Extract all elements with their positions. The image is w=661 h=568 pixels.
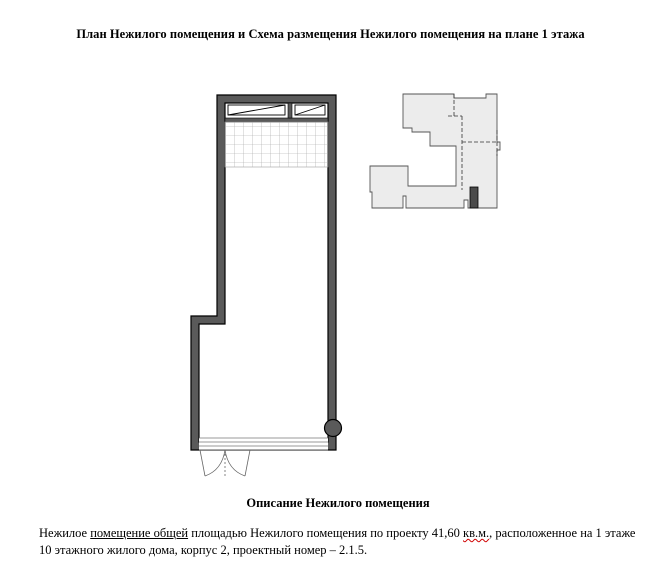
location-scheme — [370, 94, 500, 208]
description-part-5: , расположенное на 1 этаже 10 этажного жилого дома, корпус 2, проектный номер – 2.1.5. — [39, 526, 636, 557]
description-part-1: Нежилое — [39, 526, 91, 540]
floor-plan — [191, 95, 342, 478]
partition-wall — [225, 118, 328, 122]
tiled-floor-zone — [225, 122, 328, 167]
glazed-wall — [199, 438, 328, 450]
vent-divider — [288, 103, 292, 118]
page-title: План Нежилого помещения и Схема размещения Нежилого помещения на плане 1 этажа — [76, 27, 585, 41]
building-footprint — [370, 94, 500, 208]
entrance-door-icon — [200, 450, 250, 478]
vent-shafts — [228, 105, 325, 115]
structural-column — [325, 420, 342, 437]
description-underlined: помещение общей — [90, 526, 189, 540]
description-heading: Описание Нежилого помещения — [246, 496, 430, 510]
description-text — [39, 525, 649, 559]
highlighted-premises — [470, 187, 478, 208]
description-part-3: площадью Нежилого помещения по проекту 41,60 — [188, 526, 464, 540]
spellcheck-word: кв.м. — [463, 526, 490, 540]
